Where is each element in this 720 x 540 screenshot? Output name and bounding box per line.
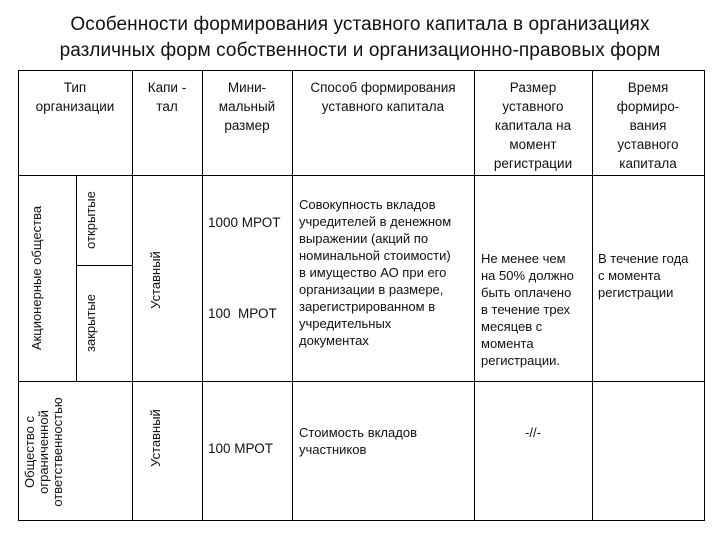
col-border-1 — [132, 70, 133, 521]
col-border-0 — [18, 70, 19, 521]
header-org-type: Тип организации — [35, 80, 115, 114]
header-min-size: Мини- мальный размер — [218, 80, 276, 133]
header-capital: Капи - тал — [147, 80, 187, 114]
capital-llc: Уставный — [148, 409, 163, 467]
title-line-2: различных форм собственности и организационно-правовых форм — [59, 40, 661, 61]
col-border-2 — [202, 70, 203, 521]
header-method: Способ формирования уставного капитала — [310, 80, 456, 114]
col-border-6 — [704, 70, 705, 521]
method-joint-stock: Совокупность вкладов учредителей в денежном выражении (акций по номинальной стоимости) в имущество АО при его организации в размере, зарегистрированном в учредительных документах — [299, 197, 452, 348]
title-line-1: Особенности формирования уставного капитала в организациях — [70, 14, 650, 35]
header-time: Время формиро- вания уставного капитала — [616, 80, 680, 171]
size-llc: -//- — [525, 425, 541, 440]
min-size-closed: 100 МРОТ — [208, 306, 277, 321]
col-border-3 — [292, 70, 293, 521]
size-joint-stock: Не менее чем на 50% должно быть оплачено в течение трех месяцев с момента регистрации. — [481, 251, 574, 368]
row-label-joint-stock: Акционерные общества — [29, 205, 44, 351]
page-title — [0, 12, 720, 64]
col-border-org-split — [76, 175, 77, 381]
header-size-at-reg: Размер уставного капитала на момент регистрации — [493, 80, 573, 171]
row-label-llc: Общество с ограниченной ответственностью — [22, 397, 65, 507]
header-bottom-border — [18, 175, 704, 176]
min-size-open: 1000 МРОТ — [208, 215, 281, 230]
min-size-llc: 100 МРОТ — [208, 441, 273, 456]
table-top-border — [18, 70, 704, 71]
table-bottom-border — [18, 520, 704, 521]
time-joint-stock: В течение года с момента регистрации — [598, 251, 689, 300]
open-closed-divider — [76, 265, 132, 266]
method-llc: Стоимость вкладов участников — [299, 425, 417, 457]
capital-joint-stock: Уставный — [148, 251, 163, 309]
row-label-closed: закрытые — [83, 294, 98, 352]
row-label-open: открытые — [83, 191, 98, 249]
js-llc-divider — [18, 381, 704, 382]
